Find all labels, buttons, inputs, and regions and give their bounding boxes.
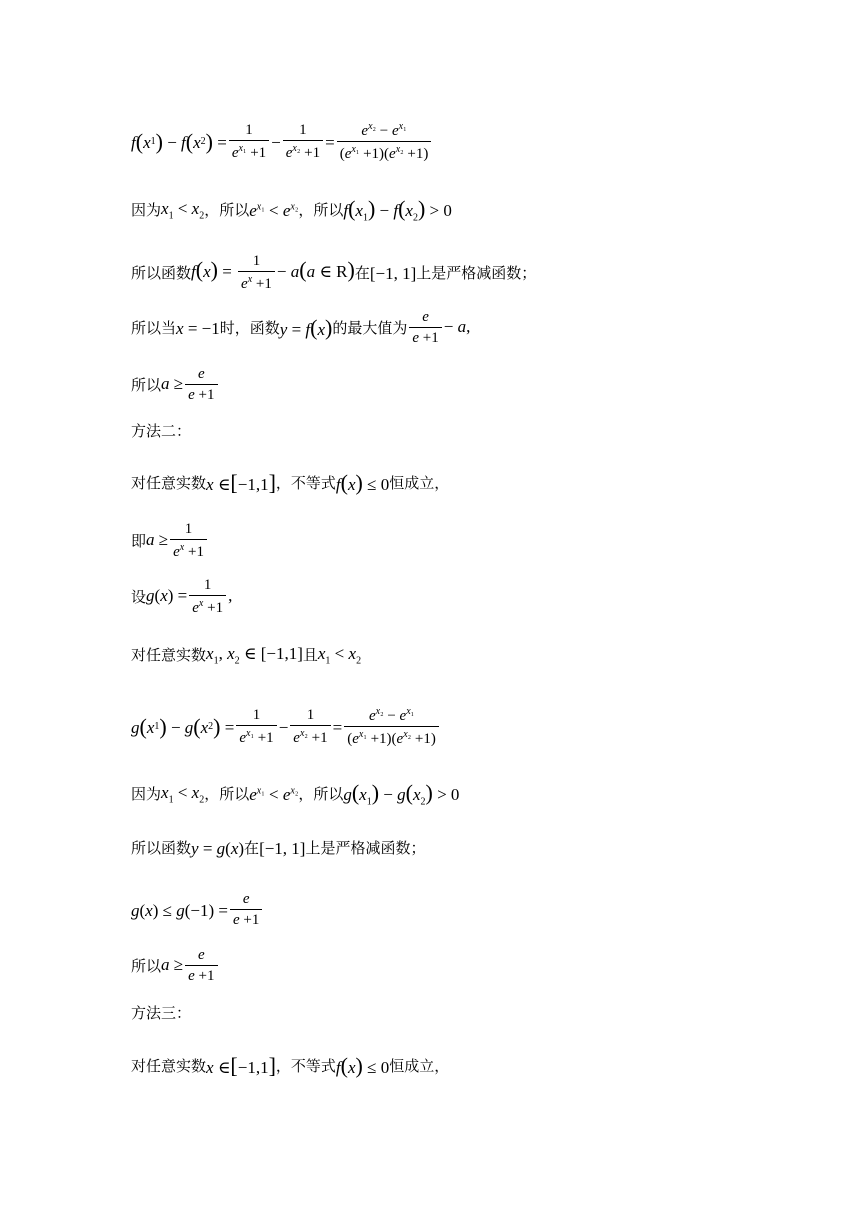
- line-a-geq-reciprocal: 即 a ≥ $\frac{1}{e^x +1}$: [131, 522, 209, 560]
- equation-g-difference: g ( x 1 ) − g ( x 2 ) = $\frac{1}{e^{x_1} +1}$ − $\frac{1}{e^{x_2} +1}$ = $\frac{e^{x_2} - e^{x_1}}{(e^{x_1} +1)(e^{x_2} +1)}$: [131, 707, 441, 747]
- heading-method-three: 方法三：: [131, 1004, 192, 1022]
- line-any-x1-x2: 对任意实数 $x_1$, $x_2$ ∈ [−1,1] 且 $x_1 < x_2$: [131, 644, 362, 667]
- equation-g-bound: g ( x ) ≤ g (−1) = $\frac{e}{e +1}$: [131, 892, 264, 928]
- line-define-g: 设 g(x) = $\frac{1}{e^x +1}$ ,: [131, 577, 233, 616]
- heading-method-two: 方法二：: [131, 422, 192, 440]
- line-f-decreasing: 所以函数 f(x) = $\frac{1}{e^x +1}$ − a(a ∈ R) 在 [−1, 1] 上是严格减函数；: [131, 253, 537, 292]
- line-a-geq-1: 所以 a ≥ $\frac{e}{e +1}$: [131, 367, 220, 403]
- line-inequality-holds-1: 对任意实数 x ∈[−1,1] ，不等式 f(x) ≤ 0 恒成立，: [131, 470, 450, 495]
- line-because-f: 因为 $x_1 < x_2$ ，所以 $e^{x_1} < e^{x_2}$ ，所以 $f(x_1) - f(x_2) > 0$: [131, 196, 452, 224]
- line-max-value: 所以当 x = −1 时，函数 y = f(x) 的最大值为 $\frac{e}{e +1}$ − a,: [131, 309, 471, 346]
- equation-f-difference: f ( x 1 ) − f ( x 2 ) = $\frac{1}{e^{x_1} +1}$ − $\frac{1}{e^{x_2} +1}$ = $\frac{e^{x_2} - e^{x_1}}{(e^{x_1} +1)(e^{x_2} +1)}$: [131, 122, 433, 162]
- line-inequality-holds-2: 对任意实数 x ∈[−1,1] ，不等式 f(x) ≤ 0 恒成立，: [131, 1053, 450, 1078]
- line-g-decreasing: 所以函数 y = g(x) 在 [−1, 1] 上是严格减函数；: [131, 839, 426, 858]
- line-because-g: 因为 $x_1 < x_2$ ，所以 $e^{x_1} < e^{x_2}$ ，所以 $g(x_1) - g(x_2) > 0$: [131, 780, 460, 808]
- line-a-geq-2: 所以 a ≥ $\frac{e}{e +1}$: [131, 948, 220, 984]
